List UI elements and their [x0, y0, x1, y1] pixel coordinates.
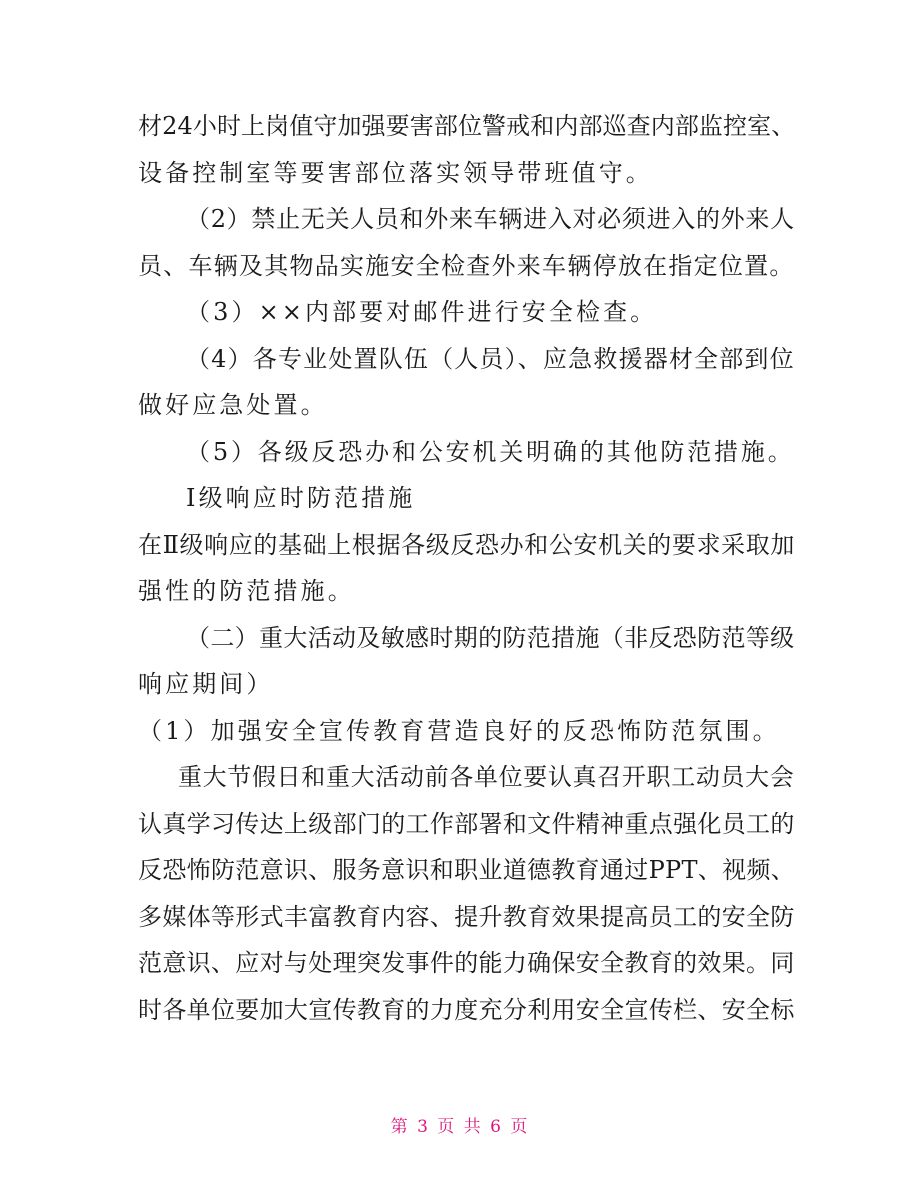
section-heading-level1: Ⅰ级响应时防范措施	[186, 484, 416, 512]
text-line-6: （4）各专业处置队伍（人员）、应急救援器材全部到位	[186, 345, 795, 373]
text-line-1: 材24小时上岗值守加强要害部位警戒和内部巡查内部监控室、	[138, 112, 796, 140]
text-line-2: 设备控制室等要害部位落实领导带班值守。	[138, 159, 653, 187]
text-line-15: 重大节假日和重大活动前各单位要认真召开职工动员大会	[178, 763, 795, 791]
text-line-13: 响应期间）	[138, 670, 274, 698]
text-line-8: （5）各级反恐办和公安机关明确的其他防范措施。	[186, 438, 795, 466]
page-number-footer: 第 3 页 共 6 页	[390, 1117, 530, 1137]
text-line-14: （1）加强安全宣传教育营造良好的反恐怖防范氛围。	[138, 717, 780, 745]
text-line-3: （2）禁止无关人员和外来车辆进入对必须进入的外来人	[186, 205, 795, 233]
text-line-19: 范意识、应对与处理突发事件的能力确保安全教育的效果。同	[138, 949, 795, 977]
text-line-10: 在Ⅱ级响应的基础上根据各级反恐办和公安机关的要求采取加	[138, 531, 796, 559]
text-line-4: 员、车辆及其物品实施安全检查外来车辆停放在指定位置。	[138, 252, 795, 280]
text-line-20: 时各单位要加大宣传教育的力度充分利用安全宣传栏、安全标	[138, 996, 795, 1024]
text-line-5: （3）××内部要对邮件进行安全检查。	[186, 298, 658, 326]
text-line-7: 做好应急处置。	[138, 391, 328, 419]
text-line-18: 多媒体等形式丰富教育内容、提升教育效果提高员工的安全防	[138, 903, 795, 931]
section-heading-2: （二）重大活动及敏感时期的防范措施（非反恐防范等级	[186, 624, 795, 652]
text-line-16: 认真学习传达上级部门的工作部署和文件精神重点强化员工的	[138, 810, 795, 838]
text-line-11: 强性的防范措施。	[138, 577, 355, 605]
text-line-17: 反恐怖防范意识、服务意识和职业道德教育通过PPT、视频、	[138, 856, 796, 884]
